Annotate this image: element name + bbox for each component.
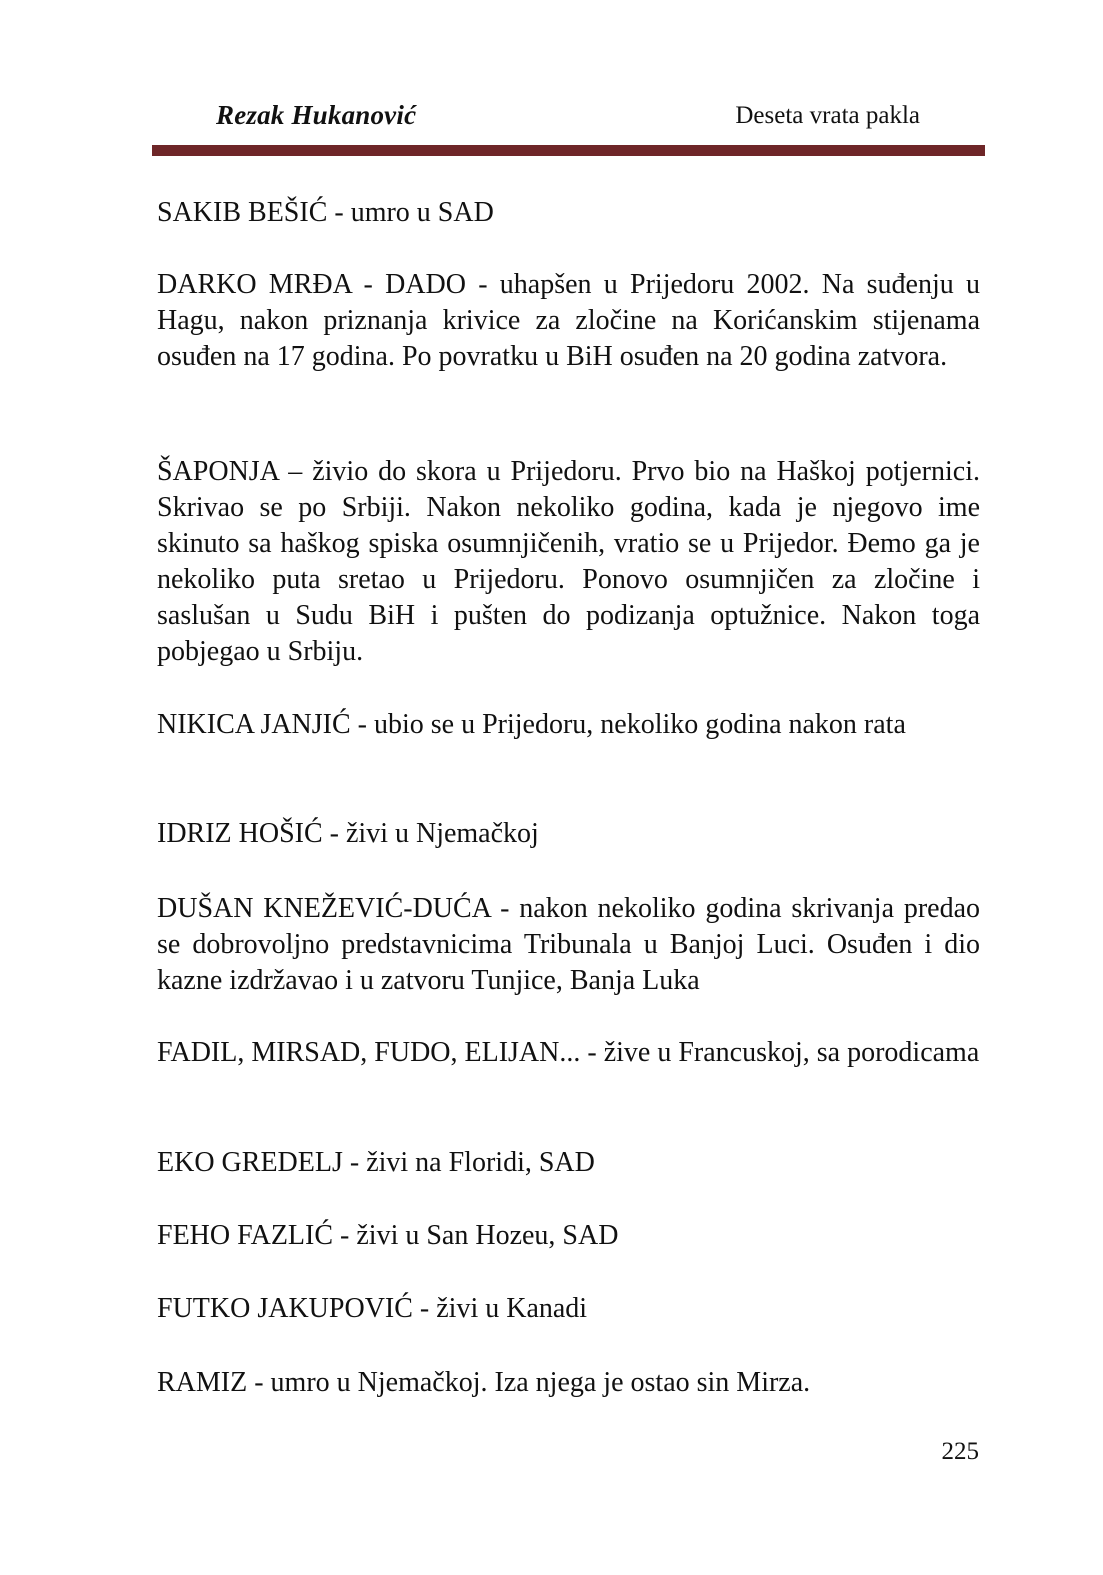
entry-paragraph: DARKO MRĐA - DADO - uhapšen u Prijedoru 2002. Na suđenju u Hagu, nakon priznanja krivice za zločine na Korićanskim stijenama osuđen na 17 godina. Po povratku u BiH osuđen na 20 godina zatvora. [157, 269, 980, 372]
entry-paragraph: FEHO FAZLIĆ - živi u San Hozeu, SAD [157, 1220, 619, 1251]
entry-paragraph: ŠAPONJA – živio do skora u Prijedoru. Prvo bio na Haškoj potjernici. Skrivao se po Srbiji. Nakon nekoliko godina, kada je njegovo ime skinuto sa haškog spiska osumnjičenih, vratio se u Prijedor. Đemo ga je nekoliko puta sretao u Prijedoru. Ponovo osumnjičen za zločine i saslušan u Sudu BiH i pušten do podizanja optužnice. Nakon toga pobjegao u Srbiju. [157, 456, 980, 667]
entry-paragraph: IDRIZ HOŠIĆ - živi u Njemačkoj [157, 818, 539, 849]
header-author: Rezak Hukanović [216, 100, 417, 130]
entry-paragraph: DUŠAN KNEŽEVIĆ-DUĆA - nakon nekoliko godina skrivanja predao se dobrovoljno predstavnicima Tribunala u Banjoj Luci. Osuđen i dio kazne izdržavao i u zatvoru Tunjice, Banja Luka [157, 893, 980, 996]
header-rule-divider [152, 145, 985, 156]
entry-paragraph: SAKIB BEŠIĆ - umro u SAD [157, 197, 494, 228]
entry-paragraph: EKO GREDELJ - živi na Floridi, SAD [157, 1147, 595, 1178]
header-book-title: Deseta vrata pakla [735, 102, 920, 129]
entry-paragraph: FUTKO JAKUPOVIĆ - živi u Kanadi [157, 1293, 588, 1324]
page-number: 225 [941, 1438, 979, 1465]
entry-paragraph: FADIL, MIRSAD, FUDO, ELIJAN... - žive u Francuskoj, sa porodicama [157, 1037, 980, 1068]
entry-paragraph: RAMIZ - umro u Njemačkoj. Iza njega je ostao sin Mirza. [157, 1367, 811, 1398]
entry-paragraph: NIKICA JANJIĆ - ubio se u Prijedoru, nekoliko godina nakon rata [157, 709, 906, 740]
